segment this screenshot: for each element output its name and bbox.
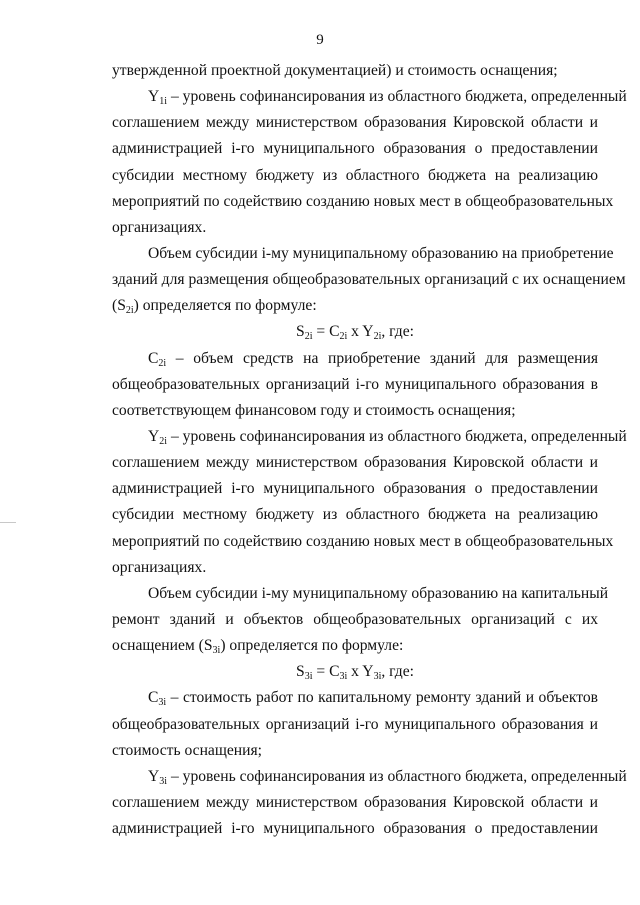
text-fragment: – уровень софинансирования из областного бюджета, определенный bbox=[167, 88, 627, 106]
page-number: 9 bbox=[316, 32, 324, 48]
formula-tail: , где: bbox=[381, 323, 414, 341]
variable-symbol: C bbox=[148, 689, 159, 707]
variable-subscript: 3i bbox=[212, 645, 221, 657]
variable-symbol: Y bbox=[148, 88, 160, 106]
text-line: администрацией i-го муниципального образования о предоставлении bbox=[112, 820, 598, 838]
formula-subscript: 3i bbox=[339, 671, 348, 683]
text-line: общеобразовательных организаций i-го муниципального образования и bbox=[112, 715, 598, 733]
text-fragment: ) определяется по формуле: bbox=[133, 297, 317, 315]
text-line: субсидии местному бюджету из областного бюджета на реализацию bbox=[112, 506, 598, 524]
formula-symbol: C bbox=[329, 663, 340, 681]
text-line bbox=[112, 84, 627, 110]
paragraph-c2i-definition bbox=[112, 346, 598, 424]
text-line: субсидии местному бюджету из областного бюджета на реализацию bbox=[112, 166, 598, 184]
text-line: соглашением между министерством образования Кировской области и bbox=[112, 454, 598, 472]
text-line: стоимость оснащения; bbox=[112, 741, 262, 759]
formula-s2i bbox=[112, 319, 598, 345]
text-line: Объем субсидии i-му муниципальному образованию на приобретение bbox=[148, 244, 614, 262]
text-line bbox=[112, 424, 627, 450]
text-fragment: ) определяется по формуле: bbox=[220, 637, 404, 655]
variable-subscript: 3i bbox=[158, 697, 167, 709]
paragraph-y3i-definition bbox=[112, 764, 627, 842]
text-line bbox=[112, 293, 598, 319]
paragraph-s2i-intro bbox=[112, 241, 626, 319]
text-line: организациях. bbox=[112, 218, 207, 236]
text-line bbox=[112, 346, 598, 372]
variable-subscript: 2i bbox=[158, 357, 167, 369]
text-line bbox=[112, 685, 598, 711]
text-fragment: – стоимость работ по капитальному ремонту зданий и объектов bbox=[166, 689, 598, 707]
formula-symbol: C bbox=[329, 323, 340, 341]
formula-symbol: S bbox=[296, 323, 305, 341]
scan-edge-mark bbox=[0, 522, 16, 523]
formula-symbol: S bbox=[296, 663, 305, 681]
variable-symbol: Y bbox=[148, 767, 160, 785]
text-line: соглашением между министерством образования Кировской области и bbox=[112, 793, 598, 811]
formula-subscript: 2i bbox=[373, 331, 382, 343]
paragraph-c3i-definition bbox=[112, 685, 598, 763]
text-fragment: – объем средств на приобретение зданий для размещения bbox=[166, 349, 598, 367]
text-line: администрацией i-го муниципального образования о предоставлении bbox=[112, 480, 598, 498]
paragraph-y1i-definition bbox=[112, 84, 627, 241]
formula-subscript: 3i bbox=[304, 671, 313, 683]
text-line: Объем субсидии i-му муниципальному образованию на капитальный bbox=[148, 584, 609, 602]
formula-s3i bbox=[112, 659, 598, 685]
text-line: утвержденной проектной документацией) и стоимость оснащения; bbox=[112, 62, 558, 79]
formula-subscript: 3i bbox=[373, 671, 382, 683]
formula-operator: x bbox=[347, 323, 363, 341]
text-fragment: – уровень софинансирования из областного бюджета, определенный bbox=[167, 427, 627, 445]
text-line: зданий для размещения общеобразовательных организаций с их оснащением bbox=[112, 271, 626, 289]
text-line bbox=[112, 764, 627, 790]
formula-operator: = bbox=[312, 663, 330, 681]
formula-operator: = bbox=[312, 323, 330, 341]
variable-subscript: 2i bbox=[159, 435, 168, 447]
paragraph-y2i-definition bbox=[112, 424, 627, 581]
formula-symbol: Y bbox=[362, 663, 374, 681]
text-line: организациях. bbox=[112, 558, 207, 576]
variable-symbol: C bbox=[148, 349, 159, 367]
text-line: соглашением между министерством образования Кировской области и bbox=[112, 114, 598, 132]
formula-tail: , где: bbox=[381, 663, 414, 681]
text-line: ремонт зданий и объектов общеобразовательных организаций с их bbox=[112, 610, 598, 628]
text-line: соответствующем финансовом году и стоимость оснащения; bbox=[112, 401, 516, 419]
text-fragment: (S bbox=[112, 297, 126, 315]
text-line: администрацией i-го муниципального образования о предоставлении bbox=[112, 140, 598, 158]
variable-subscript: 2i bbox=[125, 305, 134, 317]
text-line: общеобразовательных организаций i-го муниципального образования в bbox=[112, 375, 598, 393]
paragraph-continuation bbox=[112, 58, 598, 84]
variable-subscript: 3i bbox=[159, 775, 168, 787]
paragraph-s3i-intro bbox=[112, 581, 609, 659]
text-fragment: оснащением (S bbox=[112, 637, 213, 655]
text-line: мероприятий по содействию созданию новых мест в общеобразовательных bbox=[112, 192, 614, 210]
formula-subscript: 2i bbox=[304, 331, 313, 343]
text-line bbox=[112, 633, 598, 659]
text-fragment: – уровень софинансирования из областного бюджета, определенный bbox=[167, 767, 627, 785]
formula-subscript: 2i bbox=[339, 331, 348, 343]
formula-operator: x bbox=[347, 663, 363, 681]
variable-symbol: Y bbox=[148, 427, 160, 445]
variable-subscript: 1i bbox=[159, 96, 168, 108]
text-line: мероприятий по содействию созданию новых мест в общеобразовательных bbox=[112, 532, 614, 550]
document-body bbox=[112, 58, 627, 842]
formula-symbol: Y bbox=[362, 323, 374, 341]
